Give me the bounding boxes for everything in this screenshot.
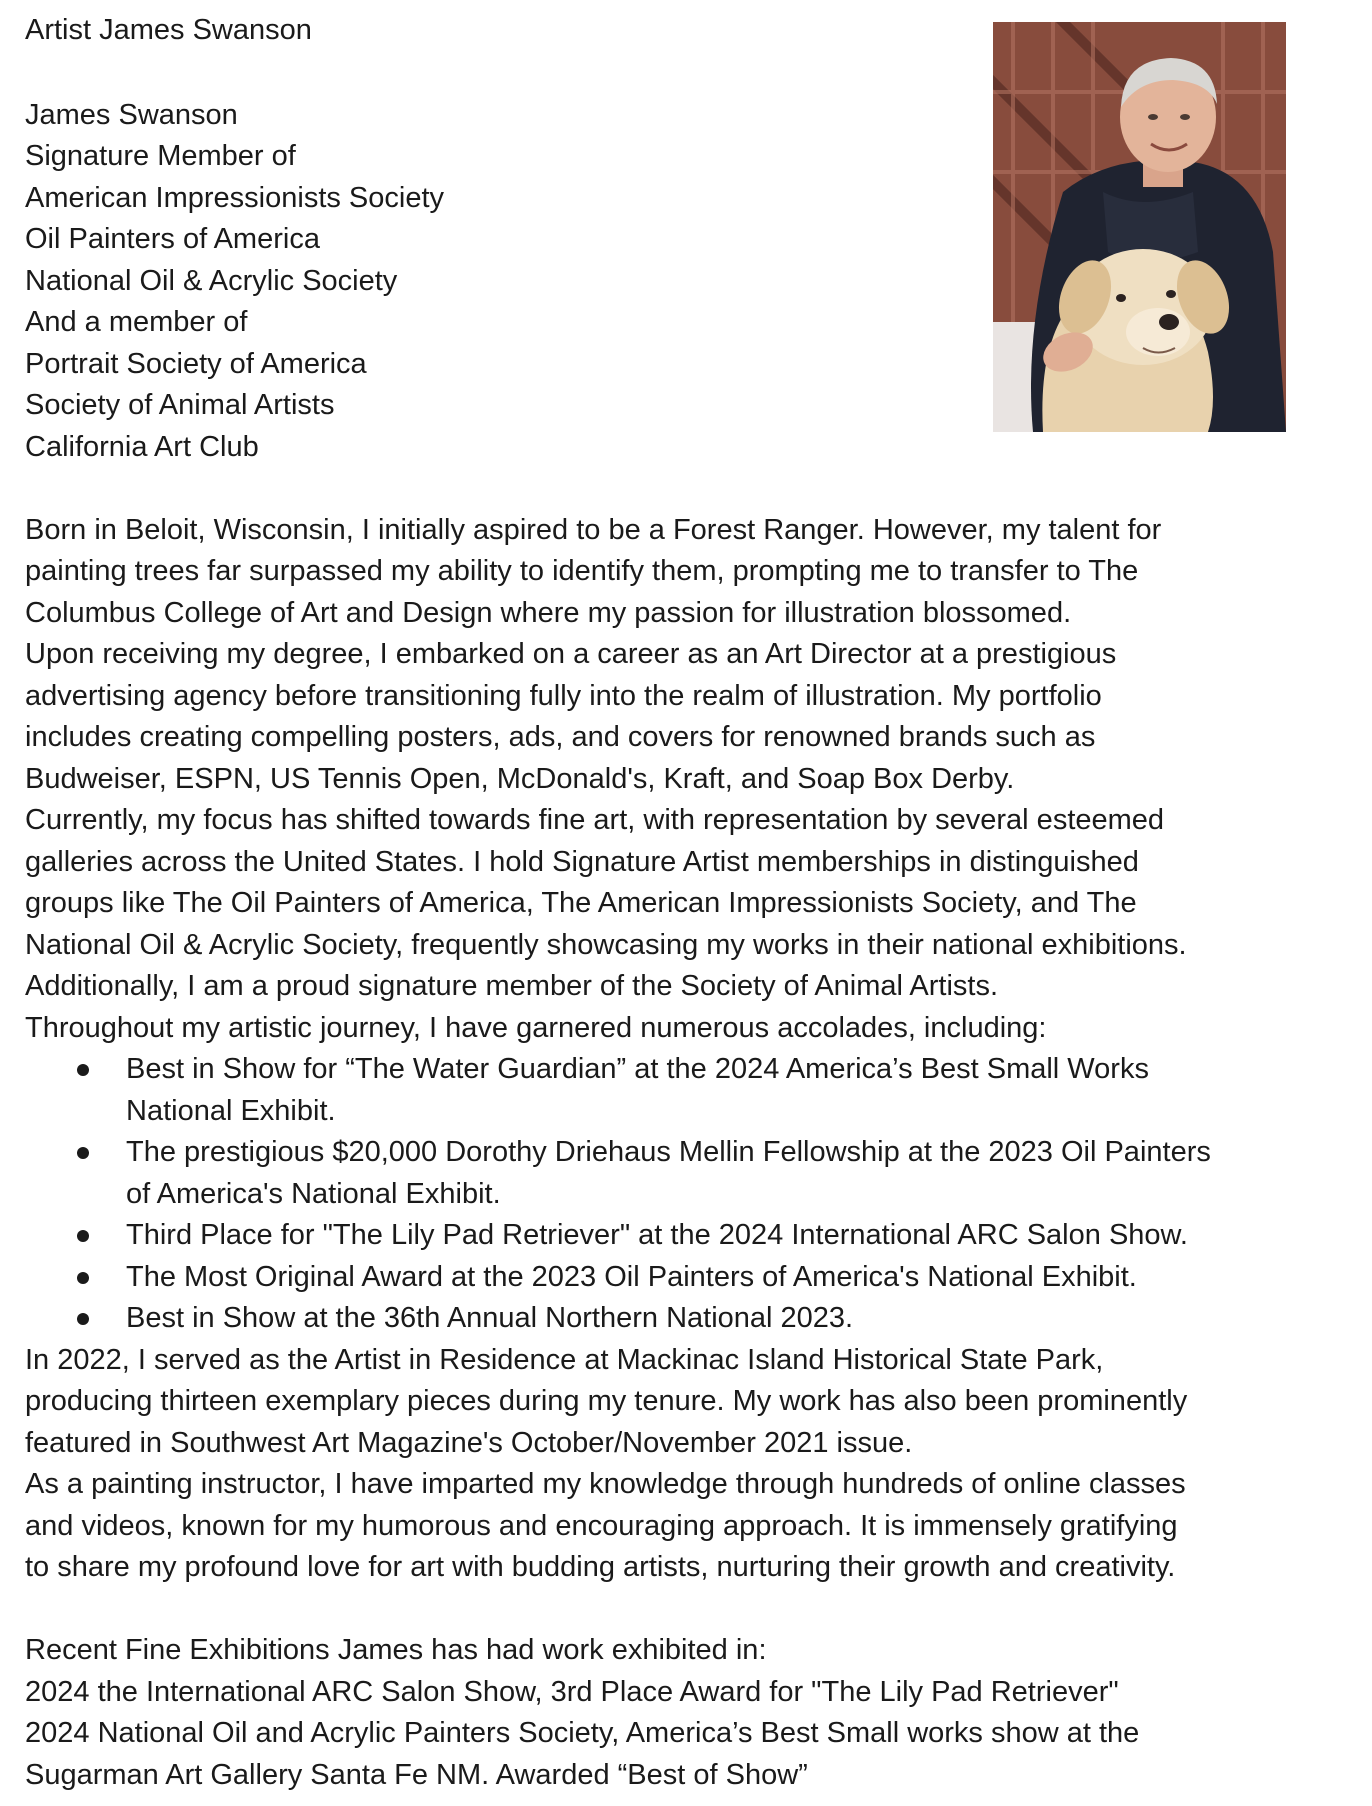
exhibitions-heading: Recent Fine Exhibitions James has had work exhibited in: (25, 1634, 767, 1666)
bio-paragraphs (25, 510, 1355, 1050)
bullet-icon (77, 1230, 89, 1242)
bullet-icon (77, 1064, 89, 1076)
bio-line: In 2022, I served as the Artist in Residence at Mackinac Island Historical State Park, (25, 1343, 1104, 1376)
bio-line: advertising agency before transitioning fully into the realm of illustration. My portfolio (25, 679, 1102, 712)
accolade-line: of America's National Exhibit. (126, 1177, 501, 1210)
bio-line: producing thirteen exemplary pieces during my tenure. My work has also been prominently (25, 1385, 1188, 1417)
membership-line: National Oil & Acrylic Society (25, 264, 398, 297)
bullet-icon (77, 1147, 89, 1159)
accolade-line: The Most Original Award at the 2023 Oil Painters of America's National Exhibit. (126, 1260, 1137, 1293)
list-item (25, 1257, 1355, 1299)
membership-line: Signature Member of (25, 140, 296, 172)
bio-line: painting trees far surpassed my ability to identify them, prompting me to transfer to The (25, 555, 1139, 587)
accolade-line: Third Place for "The Lily Pad Retriever" at the 2024 International ARC Salon Show. (126, 1219, 1188, 1251)
bullet-icon (77, 1313, 89, 1325)
list-item (25, 1049, 1355, 1132)
bio-line: groups like The Oil Painters of America, The American Impressionists Society, and The (25, 887, 1137, 919)
membership-line: James Swanson (25, 98, 238, 131)
bio-line: to share my profound love for art with budding artists, nurturing their growth and creativity. (25, 1551, 1176, 1583)
bio-line: Budweiser, ESPN, US Tennis Open, McDonald's, Kraft, and Soap Box Derby. (25, 762, 1015, 795)
artist-photo (993, 22, 1286, 432)
membership-line: And a member of (25, 306, 248, 338)
closing-paragraphs (25, 1340, 1355, 1589)
accolade-list (25, 1049, 1355, 1340)
bio-line: Currently, my focus has shifted towards fine art, with representation by several esteemed (25, 804, 1165, 836)
spacer (25, 468, 1355, 510)
page-title: Artist James Swanson (25, 14, 312, 46)
spacer (25, 1589, 1355, 1631)
accolade-line: The prestigious $20,000 Dorothy Driehaus Mellin Fellowship at the 2023 Oil Painters (126, 1136, 1211, 1168)
membership-line: Oil Painters of America (25, 223, 320, 255)
bio-line: galleries across the United States. I hold Signature Artist memberships in distinguished (25, 845, 1139, 878)
exhibition-line: 2024 National Oil and Acrylic Painters Society, America’s Best Small works show at the (25, 1717, 1140, 1749)
list-item (25, 1215, 1355, 1257)
bio-line: Born in Beloit, Wisconsin, I initially aspired to be a Forest Ranger. However, my talent for (25, 513, 1162, 546)
bio-line: Additionally, I am a proud signature member of the Society of Animal Artists. (25, 970, 999, 1002)
membership-line: American Impressionists Society (25, 181, 445, 214)
bio-line: As a painting instructor, I have imparted my knowledge through hundreds of online classes (25, 1468, 1186, 1500)
accolade-line: National Exhibit. (126, 1094, 336, 1127)
bio-line: Throughout my artistic journey, I have garnered numerous accolades, including: (25, 1011, 1047, 1044)
list-item (25, 1298, 1355, 1340)
accolade-line: Best in Show at the 36th Annual Northern National 2023. (126, 1302, 854, 1334)
membership-line: Portrait Society of America (25, 347, 367, 380)
exhibitions-section (25, 1630, 1355, 1796)
bio-line: and videos, known for my humorous and encouraging approach. It is immensely gratifying (25, 1509, 1178, 1542)
accolade-line: Best in Show for “The Water Guardian” at the 2024 America’s Best Small Works (126, 1053, 1149, 1085)
membership-line: Society of Animal Artists (25, 389, 335, 421)
bullet-icon (77, 1272, 89, 1284)
artist-portrait-with-dog-icon (993, 22, 1286, 432)
list-item (25, 1132, 1355, 1215)
bio-line: Upon receiving my degree, I embarked on a career as an Art Director at a prestigious (25, 638, 1117, 670)
bio-line: National Oil & Acrylic Society, frequently showcasing my works in their national exhibitions. (25, 928, 1187, 961)
membership-line: California Art Club (25, 430, 259, 463)
bio-line: featured in Southwest Art Magazine's October/November 2021 issue. (25, 1426, 913, 1459)
exhibition-line: 2024 the International ARC Salon Show, 3rd Place Award for "The Lily Pad Retriever" (25, 1675, 1119, 1708)
bio-line: includes creating compelling posters, ads, and covers for renowned brands such as (25, 721, 1096, 753)
exhibition-line: Sugarman Art Gallery Santa Fe NM. Awarded “Best of Show” (25, 1758, 808, 1791)
bio-line: Columbus College of Art and Design where my passion for illustration blossomed. (25, 596, 1072, 629)
